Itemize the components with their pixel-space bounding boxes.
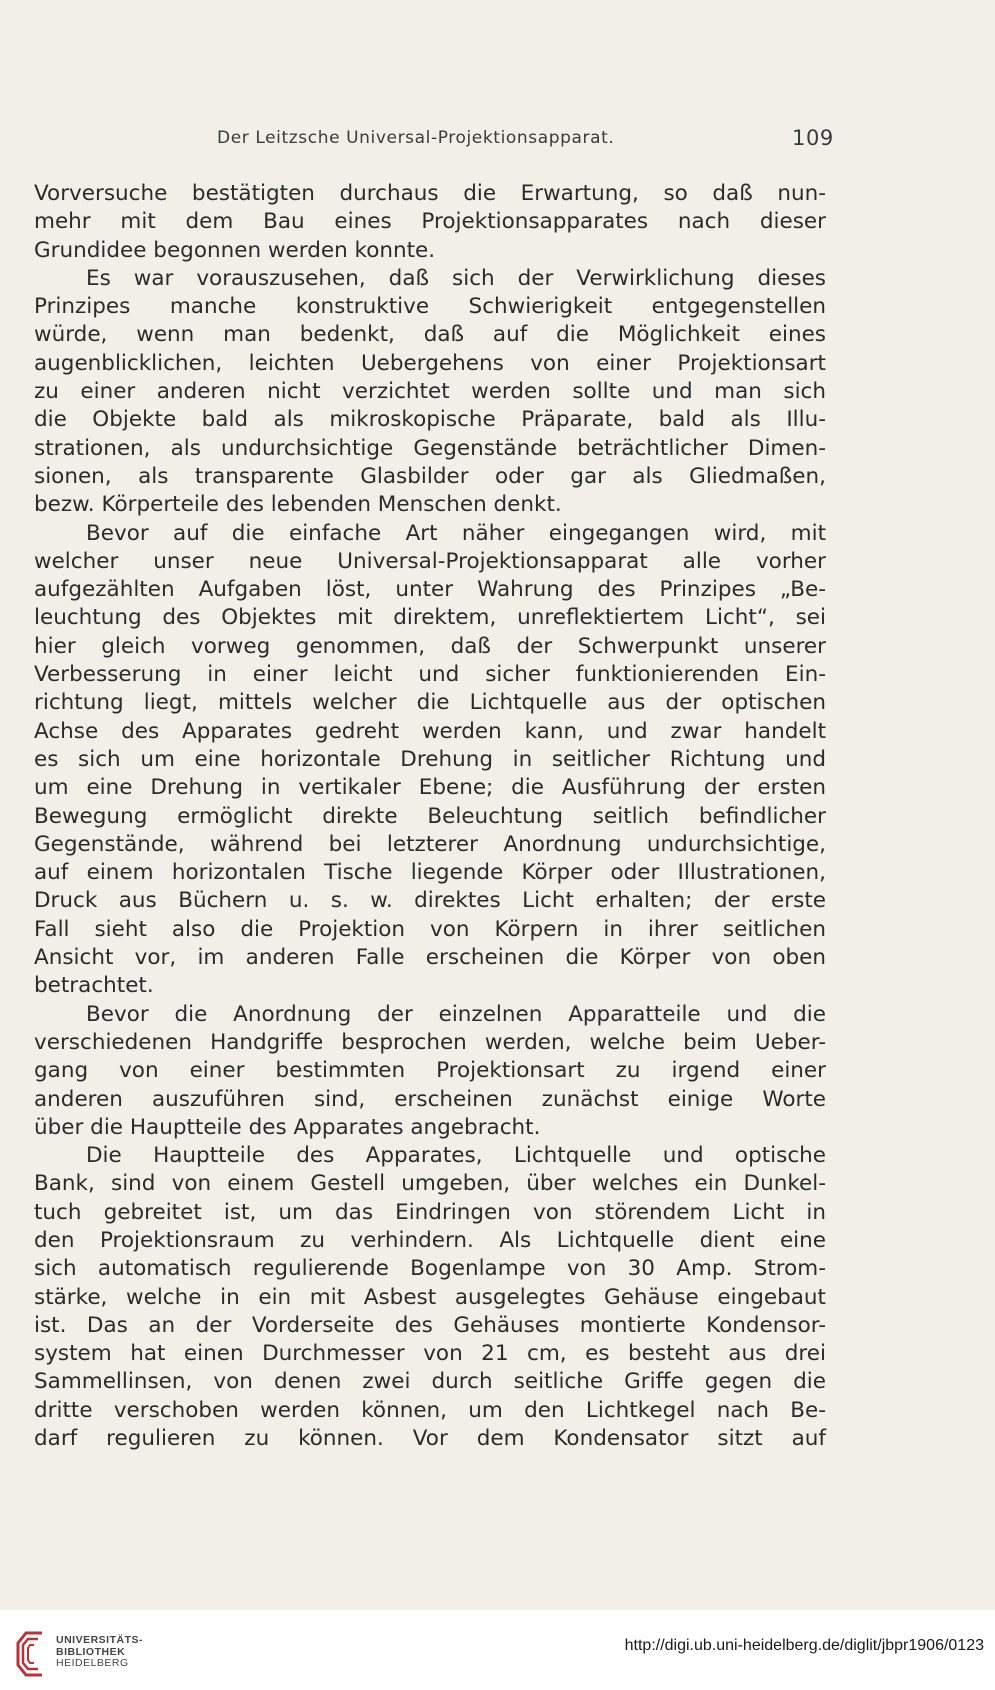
text-line: Grundidee begonnen werden konnte. [34, 237, 436, 263]
text-line: Sammellinsen, von denen zwei durch seitliche Griffe gegen die [34, 1369, 826, 1395]
text-line: verschiedenen Handgriffe besprochen werden, welche beim Ueber- [34, 1029, 826, 1055]
text-line: Ansicht vor, im anderen Falle erscheinen die Körper von oben [34, 945, 826, 971]
text-line: augenblicklichen, leichten Uebergehens von einer Projektionsart [34, 350, 826, 376]
text-line: Verbesserung in einer leicht und sicher funktionierenden Ein- [34, 662, 826, 688]
text-line: sionen, als transparente Glasbilder oder gar als Gliedmaßen, [34, 463, 826, 489]
library-logo-icon [12, 1629, 48, 1679]
text-line: sich automatisch regulierende Bogenlampe von 30 Amp. Strom- [34, 1256, 826, 1282]
text-line: betrachtet. [34, 973, 154, 999]
text-line: Die Hauptteile des Apparates, Lichtquelle und optische [86, 1143, 826, 1169]
text-line: Prinzipes manche konstruktive Schwierigkeit entgegenstellen [34, 294, 826, 320]
text-line: die Objekte bald als mikroskopische Präparate, bald als Illu- [34, 407, 826, 433]
text-line: stärke, welche in ein mit Asbest ausgelegtes Gehäuse eingebaut [34, 1284, 826, 1310]
text-line: mehr mit dem Bau eines Projektionsapparates nach dieser [34, 209, 826, 235]
text-line: darf regulieren zu können. Vor dem Kondensator sitzt auf [34, 1426, 826, 1452]
text-line: Druck aus Büchern u. s. w. direktes Licht erhalten; der erste [34, 888, 826, 914]
text-line: Gegenstände, während bei letzterer Anordnung undurchsichtige, [34, 831, 826, 857]
text-line: Fall sieht also die Projektion von Körpern in ihrer seitlichen [34, 916, 826, 942]
body-text [34, 180, 826, 1453]
text-line: bezw. Körperteile des lebenden Menschen denkt. [34, 492, 562, 518]
text-line: Es war vorauszusehen, daß sich der Verwirklichung dieses [86, 265, 826, 291]
text-line: strationen, als undurchsichtige Gegenstände beträchtlicher Dimen- [34, 435, 826, 461]
library-name-line: UNIVERSITÄTS- [56, 1634, 144, 1646]
text-line: system hat einen Durchmesser von 21 cm, es besteht aus drei [34, 1341, 826, 1367]
text-line: auf einem horizontalen Tische liegende Körper oder Illustrationen, [34, 860, 826, 886]
text-line: Bank, sind von einem Gestell umgeben, über welches ein Dunkel- [34, 1171, 826, 1197]
text-line: Bevor die Anordnung der einzelnen Apparatteile und die [86, 1001, 826, 1027]
text-line: Vorversuche bestätigten durchaus die Erwartung, so daß nun- [34, 181, 826, 206]
text-line: dritte verschoben werden können, um den Lichtkegel nach Be- [34, 1397, 826, 1423]
text-line: tuch gebreitet ist, um das Eindringen von störendem Licht in [34, 1199, 826, 1225]
text-line: anderen auszuführen sind, erscheinen zunächst einige Worte [34, 1086, 826, 1112]
text-line: würde, wenn man bedenkt, daß auf die Möglichkeit eines [34, 322, 826, 348]
text-line: Bevor auf die einfache Art näher eingegangen wird, mit [86, 520, 826, 546]
text-line: es sich um eine horizontale Drehung in seitlicher Richtung und [34, 746, 826, 772]
text-line: den Projektionsraum zu verhindern. Als Lichtquelle dient eine [34, 1227, 826, 1253]
text-line: zu einer anderen nicht verzichtet werden sollte und man sich [34, 379, 826, 405]
text-line: um eine Drehung in vertikaler Ebene; die Ausführung der ersten [34, 775, 826, 801]
library-name-line: HEIDELBERG [56, 1657, 129, 1669]
text-line: über die Hauptteile des Apparates angebracht. [34, 1114, 541, 1140]
page-number: 109 [792, 126, 834, 150]
library-name [56, 1635, 143, 1670]
text-line: hier gleich vorweg genommen, daß der Schwerpunkt unserer [34, 633, 826, 659]
text-line: gang von einer bestimmten Projektionsart zu irgend einer [34, 1058, 826, 1084]
text-line: Achse des Apparates gedreht werden kann, und zwar handelt [34, 718, 826, 744]
running-title: Der Leitzsche Universal-Projektionsapparat. [217, 128, 615, 148]
library-name-line: BIBLIOTHEK [56, 1645, 126, 1658]
text-line: ist. Das an der Vorderseite des Gehäuses montierte Kondensor- [34, 1312, 826, 1338]
source-url-link[interactable]: http://digi.ub.uni-heidelberg.de/diglit/jbpr1906/0123 [624, 1637, 984, 1654]
text-line: Bewegung ermöglicht direkte Beleuchtung seitlich befindlicher [34, 803, 826, 829]
text-line: aufgezählten Aufgaben löst, unter Wahrung des Prinzipes „Be- [34, 577, 826, 603]
text-line: richtung liegt, mittels welcher die Lichtquelle aus der optischen [34, 690, 826, 716]
text-line: welcher unser neue Universal-Projektionsapparat alle vorher [34, 548, 826, 574]
footer-bar [0, 1610, 995, 1690]
text-line: leuchtung des Objektes mit direktem, unreflektiertem Licht“, sei [34, 605, 826, 631]
